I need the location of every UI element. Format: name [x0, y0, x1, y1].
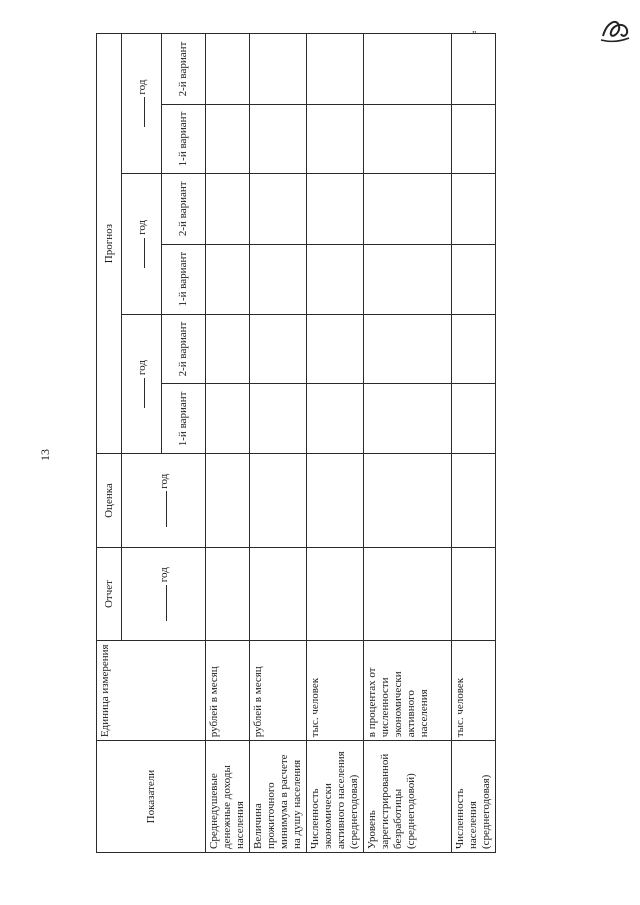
row-indicator: Среднедушевые денежные доходы населения: [206, 741, 250, 853]
forecast-year1-label: год: [135, 360, 148, 376]
header-report: Отчет: [97, 547, 122, 641]
table-row: [452, 34, 496, 853]
table-row: [364, 34, 452, 853]
table-row: [250, 34, 307, 853]
estimate-year-cell: [122, 454, 206, 548]
header-estimate: Оценка: [97, 454, 122, 548]
y3-variant1: 1-й вариант: [162, 105, 206, 174]
estimate-year-label: год: [157, 473, 170, 489]
header-indicators: Показатели: [97, 741, 206, 853]
table-row: [206, 34, 250, 853]
row-unit: рублей в месяц: [206, 641, 250, 741]
table-row: [307, 34, 364, 853]
row-indicator: Численность экономически активного населения (среднегодовая): [307, 741, 364, 853]
y3-variant2: 2-й вариант: [162, 34, 206, 105]
report-year-label: год: [157, 567, 170, 583]
y1-variant1: 1-й вариант: [162, 384, 206, 454]
forecast-year2-label: год: [135, 219, 148, 235]
row-indicator: Величина прожиточного минимума в расчете на душу населения: [250, 741, 307, 853]
header-unit: Единица измерения: [97, 641, 206, 741]
forecast-year2-cell: [122, 173, 162, 314]
page-number: 13: [38, 449, 52, 461]
y2-variant1: 1-й вариант: [162, 244, 206, 314]
row-unit: рублей в месяц: [250, 641, 307, 741]
row-indicator: Уровень зарегистрированной безработицы (среднегодовой): [364, 741, 452, 853]
y1-variant2: 2-й вариант: [162, 314, 206, 384]
forecast-year3-label: год: [135, 79, 148, 95]
row-unit: тыс. человек: [452, 641, 496, 741]
y2-variant2: 2-й вариант: [162, 173, 206, 244]
quote-mark: ": [472, 29, 477, 41]
forecast-year1-cell: [122, 314, 162, 454]
rotated-table-wrapper: [96, 33, 492, 853]
header-forecast: Прогноз: [97, 34, 122, 454]
row-unit: в процентах от численности экономически активного населения: [364, 641, 452, 741]
report-year-cell: [122, 547, 206, 641]
handwritten-signature: [597, 12, 633, 46]
row-unit: тыс. человек: [307, 641, 364, 741]
row-indicator: Численность населения (среднегодовая): [452, 741, 496, 853]
forecast-year3-cell: [122, 34, 162, 174]
forecast-table: [96, 33, 496, 853]
